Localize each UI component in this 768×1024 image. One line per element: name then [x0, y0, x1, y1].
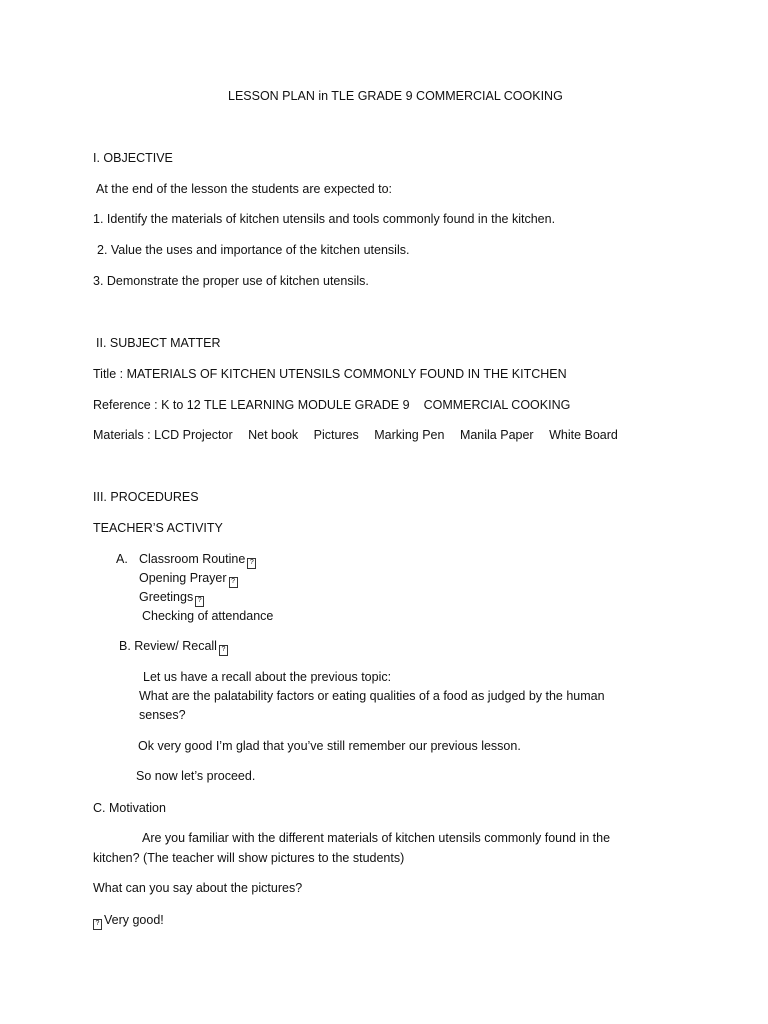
routine-item: Checking of attendance [142, 609, 274, 623]
document-title: LESSON PLAN in TLE GRADE 9 COMMERCIAL COOKING [228, 89, 563, 103]
recall-prompt: Let us have a recall about the previous topic: [143, 670, 392, 684]
motivation-question-line-1: Are you familiar with the different materials of kitchen utensils commonly found in the [142, 831, 611, 845]
recall-question-line-2: senses? [139, 708, 186, 722]
materials-line [93, 427, 618, 443]
routine-item: Opening Prayer ? [139, 570, 238, 588]
section-c-heading: C. Motivation [93, 801, 166, 815]
material-item: White Board [549, 428, 618, 442]
motivation-question-line-2: kitchen? (The teacher will show pictures to the students) [93, 851, 405, 865]
procedures-heading: III. PROCEDURES [93, 490, 199, 504]
placeholder-glyph-icon: ? [229, 577, 238, 588]
proceed-line: So now let’s proceed. [136, 769, 256, 783]
objective-item-2: 2. Value the uses and importance of the kitchen utensils. [97, 243, 410, 257]
reference-line [93, 397, 570, 413]
placeholder-glyph-icon: ? [195, 596, 204, 607]
objective-intro: At the end of the lesson the students are expected to: [96, 182, 393, 196]
placeholder-glyph-icon: ? [219, 645, 228, 656]
recall-praise: Ok very good I’m glad that you’ve still remember our previous lesson. [138, 739, 521, 753]
objective-item-1: 1. Identify the materials of kitchen utensils and tools commonly found in the kitchen. [93, 212, 556, 226]
section-a-marker: A. [116, 552, 128, 566]
motivation-followup: What can you say about the pictures? [93, 881, 303, 895]
placeholder-glyph-icon: ? [247, 558, 256, 569]
routine-item: Greetings ? [139, 589, 204, 607]
material-item: Marking Pen [374, 428, 445, 442]
objective-heading: I. OBJECTIVE [93, 151, 173, 165]
recall-question-line-1: What are the palatability factors or eating qualities of a food as judged by the human [139, 689, 605, 703]
placeholder-glyph-icon: ? [93, 919, 102, 930]
material-item: Pictures [313, 428, 359, 442]
subject-title-line: Title : MATERIALS OF KITCHEN UTENSILS COMMONLY FOUND IN THE KITCHEN [93, 367, 567, 381]
materials-label: Materials : LCD Projector [93, 428, 233, 442]
routine-item: Classroom Routine ? [139, 551, 256, 569]
section-b-heading: B. Review/ Recall ? [119, 638, 228, 656]
motivation-praise: ? Very good! [93, 912, 164, 930]
objective-item-3: 3. Demonstrate the proper use of kitchen utensils. [93, 274, 369, 288]
teacher-activity-heading: TEACHER’S ACTIVITY [93, 521, 223, 535]
material-item: Manila Paper [459, 428, 534, 442]
material-item: Net book [248, 428, 299, 442]
reference-label: Reference : K to 12 TLE LEARNING MODULE GRADE 9 [93, 398, 410, 412]
subject-matter-heading: II. SUBJECT MATTER [96, 336, 221, 350]
reference-tail: COMMERCIAL COOKING [423, 398, 571, 412]
